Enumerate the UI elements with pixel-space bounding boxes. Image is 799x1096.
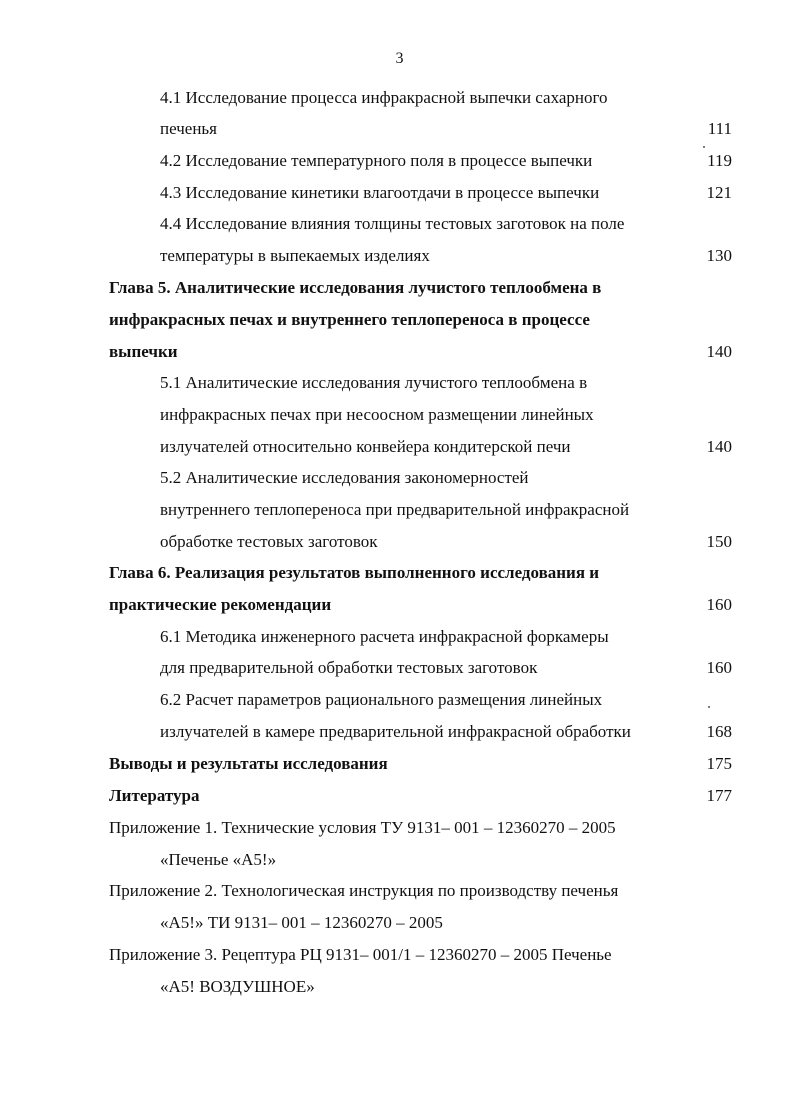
toc-line [0, 245, 799, 266]
toc-chapter-line [0, 309, 799, 330]
toc-line-text: температуры в выпекаемых изделиях [160, 246, 430, 265]
toc-page-number: 177 [706, 786, 732, 805]
toc-page-number: 140 [706, 342, 732, 361]
toc-line-text: Литература [109, 786, 200, 805]
toc-line-text: Выводы и результаты исследования [109, 754, 388, 773]
scan-speck [703, 146, 705, 148]
toc-appendix-line [0, 849, 799, 870]
toc-line-text: Приложение 2. Технологическая инструкция по производству печенья [109, 881, 619, 900]
toc-line-text: для предварительной обработки тестовых заготовок [160, 658, 538, 677]
toc-line-text: практические рекомендации [109, 595, 332, 614]
toc-line [0, 372, 799, 393]
toc-line-text: 4.4 Исследование влияния толщины тестовых заготовок на поле [160, 214, 625, 233]
toc-chapter-line [0, 341, 799, 362]
toc-chapter-line [0, 785, 799, 806]
toc-line [0, 182, 799, 203]
toc-line-text: Глава 6. Реализация результатов выполненного исследования и [109, 563, 600, 582]
toc-line-text: 4.3 Исследование кинетики влагоотдачи в процессе выпечки [160, 183, 600, 202]
toc-chapter-line [0, 753, 799, 774]
toc-line-text: излучателей в камере предварительной инфракрасной обработки [160, 722, 631, 741]
toc-page-number: 150 [706, 532, 732, 551]
toc-chapter-line [0, 277, 799, 298]
toc-page-number: 121 [706, 183, 732, 202]
toc-line-text: 4.2 Исследование температурного поля в процессе выпечки [160, 151, 593, 170]
toc-line-text: излучателей относительно конвейера кондитерской печи [160, 437, 571, 456]
toc-line-text: инфракрасных печах при несоосном размещении линейных [160, 405, 594, 424]
toc-line-text: Глава 5. Аналитические исследования лучистого теплообмена в [109, 278, 602, 297]
toc-page-number: 140 [706, 437, 732, 456]
toc-line [0, 626, 799, 647]
scan-speck [708, 706, 710, 708]
toc-chapter-line [0, 562, 799, 583]
toc-line-text: инфракрасных печах и внутреннего теплопереноса в процессе [109, 310, 590, 329]
toc-line [0, 87, 799, 108]
toc-chapter-line [0, 594, 799, 615]
toc-page-number: 175 [706, 754, 732, 773]
toc-page-number: 160 [706, 595, 732, 614]
toc-line-text: 6.2 Расчет параметров рационального размещения линейных [160, 690, 603, 709]
toc-line [0, 404, 799, 425]
toc-page-number: 111 [707, 119, 732, 138]
toc-page-number: 119 [707, 151, 732, 170]
toc-line-text: «А5! ВОЗДУШНОЕ» [160, 977, 315, 996]
toc-line-text: Приложение 1. Технические условия ТУ 9131– 001 – 12360270 – 2005 [109, 818, 616, 837]
toc-line [0, 436, 799, 457]
toc-line-text: 5.2 Аналитические исследования закономерностей [160, 468, 529, 487]
page-number: 3 [395, 50, 404, 67]
toc-line-text: выпечки [109, 342, 178, 361]
toc-line [0, 499, 799, 520]
toc-line-text: «А5!» ТИ 9131– 001 – 12360270 – 2005 [160, 913, 443, 932]
toc-line [0, 721, 799, 742]
toc-line-text: Приложение 3. Рецептура РЦ 9131– 001/1 – 12360270 – 2005 Печенье [109, 945, 612, 964]
toc-line [0, 213, 799, 234]
toc-line [0, 118, 799, 139]
toc-line-text: 4.1 Исследование процесса инфракрасной выпечки сахарного [160, 88, 608, 107]
toc-page-number: 160 [706, 658, 732, 677]
toc-line [0, 150, 799, 171]
toc-line-text: «Печенье «А5!» [160, 850, 277, 869]
toc-appendix-line [0, 944, 799, 965]
toc-page-number: 130 [706, 246, 732, 265]
toc-line [0, 531, 799, 552]
toc-appendix-line [0, 912, 799, 933]
toc-page-number: 168 [706, 722, 732, 741]
toc-line-text: обработке тестовых заготовок [160, 532, 378, 551]
toc-line-text: 6.1 Методика инженерного расчета инфракрасной форкамеры [160, 627, 609, 646]
toc-line [0, 657, 799, 678]
toc-line-text: внутреннего теплопереноса при предварительной инфракрасной [160, 500, 630, 519]
toc-appendix-line [0, 880, 799, 901]
toc-appendix-line [0, 817, 799, 838]
toc-line-text: печенья [160, 119, 217, 138]
toc-line-text: 5.1 Аналитические исследования лучистого теплообмена в [160, 373, 588, 392]
toc-line [0, 467, 799, 488]
toc-appendix-line [0, 976, 799, 997]
toc-line [0, 689, 799, 710]
